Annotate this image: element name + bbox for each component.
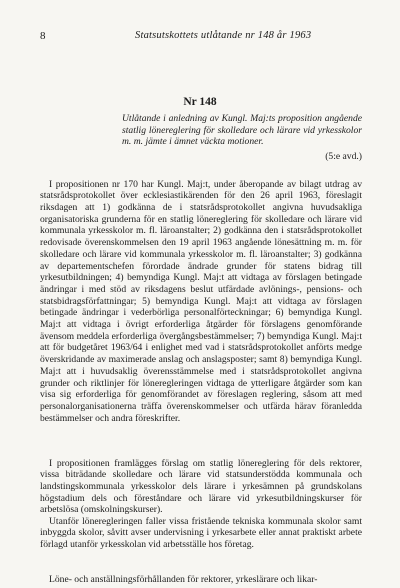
- document-abstract: Utlåtande i anledning av Kungl. Maj:ts proposition angående statlig lönereglering för skolledare och lärare vid yrkesskolor m. m. jämte i ämnet väckta motioner.: [122, 113, 362, 148]
- body-paragraph: I propositionen framlägges förslag om statlig lönereglering för dels rektorer, vissa biträdande skolledare och lärare vid statsunderstödda kommunala och landstingskommunala yrkesskolor dels lärare i yrkesämnen på grundskolans högstadium dels och föreståndare och lärare vid yrkesutbildningskurser för arbetslösa (omskolningskurser).: [40, 457, 362, 516]
- document-number: Nr 148: [183, 96, 217, 108]
- running-head-title: Statsutskottets utlåtande nr 148 år 1963: [135, 30, 312, 41]
- running-head: [40, 30, 360, 44]
- page-number: 8: [40, 30, 46, 42]
- body-paragraph: Utanför löneregleringen faller vissa fristående tekniska kommunala skolor samt inbyggda skolor, såvitt avser undervisning i yrkesarbete eller annat praktiskt arbete förlagd utanför yrkesskolan vid arbetsställe hos företag.: [40, 515, 362, 550]
- body-paragraph: I propositionen nr 170 har Kungl. Maj:t, under åberopande av bilagt utdrag av statsrådsprotokollet över ecklesiastikärenden för den 26 april 1963, föreslagit riksdagen att 1) godkänna de i statsrådsprotokollet angivna huvudsakliga organisatoriska grunderna för en statlig lönereglering för skolledare och lärare vid kommunala yrkesskolor m. fl. läroanstalter; 2) godkänna den i statsrådsprotokollet redovisade överenskommelsen den 19 april 1963 angående lönesättning m. m. för skolledare och lärare vid kommunala yrkesskolor m. fl. läroanstalter; 3) godkänna av departementschefen förordade ändrade grunder för statens bidrag till yrkesutbildningen; 4) bemyndiga Kungl. Maj:t att vidtaga av förslagen betingade ändringar i med stöd av riksdagens beslut utfärdade avlönings-, pensions- och statsbidragsförfattningar; 5) bemyndiga Kungl. Maj:t att vidtaga av förslagen betingade ändringar i vederbörliga personalförteckningar; 6) bemyndiga Kungl. Maj:t att vidtaga i övrigt erforderliga åtgärder för förslagens genomförande ävensom meddela erforderliga övergångsbestämmelser; 7) bemyndiga Kungl. Maj:t att för budgetåret 1963/64 i enlighet med vad i statsrådsprotokollet anförts medge överskridande av maximerade anslag och anslagsposter; samt 8) bemyndiga Kungl. Maj:t att i huvudsaklig överensstämmelse med i statsrådsprotokollet angivna grunder och riktlinjer för löneregleringen vidtaga de ytterligare åtgärder som kan visa sig erforderliga för genomförandet av föreslagen reglering, såsom att med personalorganisationerna träffa överenskommelser och utfärda härav föranledda bestämmelser och andra föreskrifter.: [40, 178, 362, 424]
- section-votes: (5:e avd.): [325, 151, 362, 162]
- body-paragraph: Löne- och anställningsförhållanden för rektorer, yrkeslärare och likar-: [49, 573, 318, 585]
